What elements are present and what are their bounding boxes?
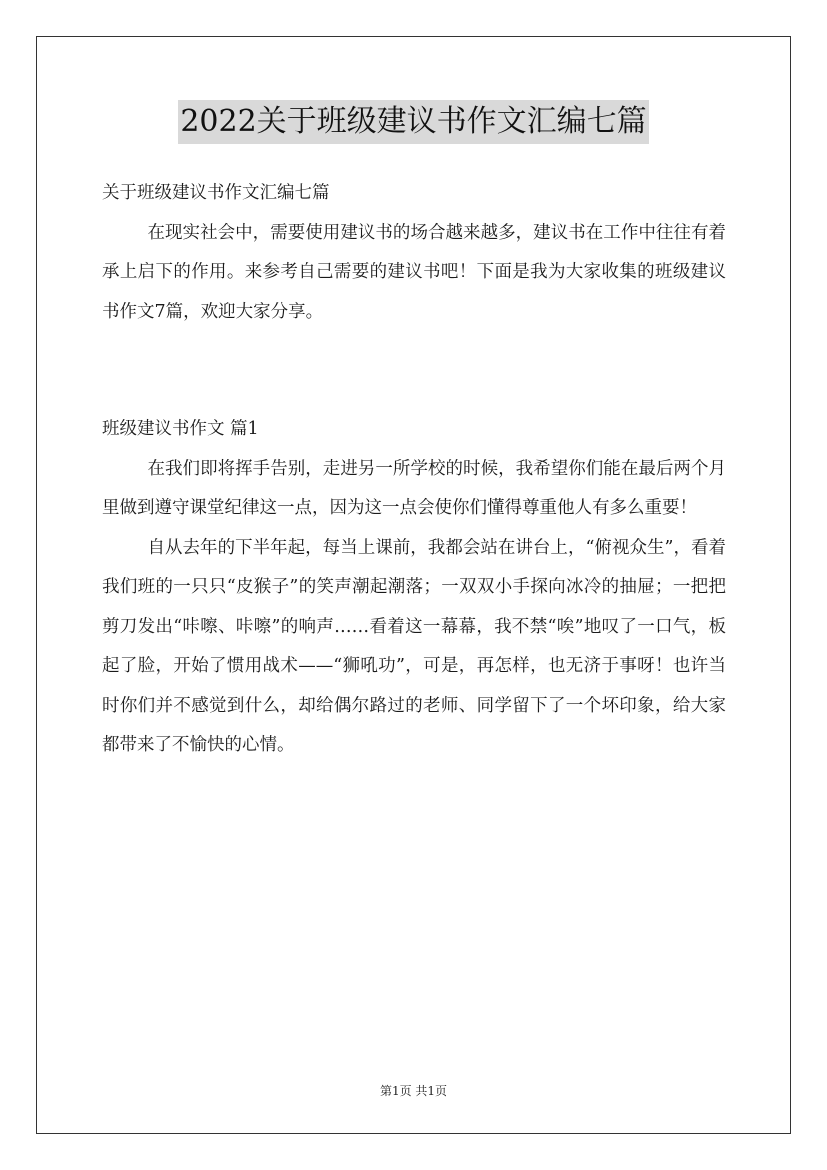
document-subtitle: 关于班级建议书作文汇编七篇: [102, 183, 330, 203]
intro-paragraph: 在现实社会中，需要使用建议书的场合越来越多，建议书在工作中往往有着承上启下的作用。来参考自己需要的建议书吧！下面是我为大家收集的班级建议书作文7篇，欢迎大家分享。: [102, 222, 726, 322]
page-footer: 第1页 共1页: [379, 1084, 448, 1098]
document-title: 2022关于班级建议书作文汇编七篇: [178, 100, 648, 144]
document-body: [102, 174, 726, 766]
body-paragraph-1: 在我们即将挥手告别，走进另一所学校的时候，我希望你们能在最后两个月里做到遵守课堂纪律这一点，因为这一点会使你们懂得尊重他人有多么重要！: [102, 458, 726, 518]
section-gap: [102, 332, 726, 410]
section-heading: 班级建议书作文 篇1: [102, 419, 259, 439]
title-container: [0, 100, 827, 144]
body-paragraph-2: 自从去年的下半年起，每当上课前，我都会站在讲台上，“俯视众生”，看着我们班的一只只“皮猴子”的笑声潮起潮落；一双双小手探向冰冷的抽屉；一把把剪刀发出“咔嚓、咔嚓”的响声……看着这一幕幕，我不禁“唉”地叹了一口气，板起了脸，开始了惯用战术——“狮吼功”，可是，再怎样，也无济于事呀！也许当时你们并不感觉到什么，却给偶尔路过的老师、同学留下了一个坏印象，给大家都带来了不愉快的心情。: [102, 537, 726, 755]
